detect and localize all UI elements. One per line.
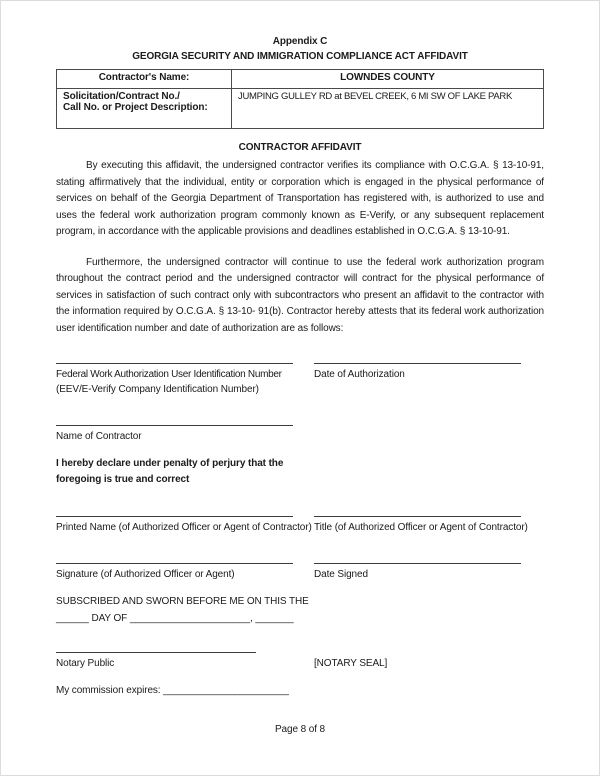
fed-auth-labels-row	[56, 367, 544, 397]
contract-info-table	[56, 69, 544, 129]
date-of-authorization-blank-line	[314, 351, 521, 364]
commission-expires-text: My commission expires: _______________________	[56, 685, 289, 696]
notary-seal-text: [NOTARY SEAL]	[314, 658, 388, 669]
fed-auth-number-blank-line	[56, 351, 293, 364]
date-of-authorization-label: Date of Authorization	[314, 369, 405, 380]
fed-auth-label-block	[56, 367, 314, 397]
printed-name-label: Printed Name (of Authorized Officer or Agent of Contractor)	[56, 522, 312, 533]
title-label: Title (of Authorized Officer or Agent of Contractor)	[314, 522, 528, 533]
appendix-heading: Appendix C	[272, 36, 328, 47]
contractor-name-label: Contractor's Name:	[57, 70, 232, 89]
printed-name-blank-line	[56, 504, 293, 517]
title-blank-line	[314, 504, 521, 517]
sworn-statement-line1: SUBSCRIBED AND SWORN BEFORE ME ON THIS THE	[56, 596, 309, 607]
signature-label: Signature (of Authorized Officer or Agent)	[56, 569, 235, 580]
affidavit-paragraph-1: By executing this affidavit, the undersigned contractor verifies its compliance with O.C.G.A. § 13-10-91, stating affirmatively that the individual, entity or corporation which is engaged in the physical performance of services on behalf of the Georgia Department of Transportation has registered with, is authorized to use and uses the federal work authorization program commonly known as E-Verify, or any subsequent replacement program, in accordance with the applicable provisions and deadlines established in O.C.G.A. § 13-10-91.	[56, 160, 544, 237]
project-label-line1: Solicitation/Contract No./	[63, 91, 180, 102]
affidavit-paragraph-2: Furthermore, the undersigned contractor will continue to use the federal work authorization program throughout the contract period and the undersigned contractor will contract for the physical performance of services in satisfaction of such contract only with subcontractors who present an affidavit to the contractor with the information required by O.C.G.A. § 13-10- 91(b). Contractor hereby attests that its federal work authorization user identification number and date of authorization are as follows:	[56, 256, 544, 334]
perjury-declaration: I hereby declare under penalty of perjury that the foregoing is true and correct	[56, 458, 284, 485]
document-title: GEORGIA SECURITY AND IMMIGRATION COMPLIANCE ACT AFFIDAVIT	[132, 51, 468, 62]
notary-public-blank-line	[56, 640, 256, 653]
column-gap	[293, 504, 314, 517]
contractor-affidavit-heading: CONTRACTOR AFFIDAVIT	[238, 142, 362, 153]
fed-auth-sublabel: (EEV/E-Verify Company Identification Number)	[56, 384, 259, 395]
project-label-line2: Call No. or Project Description:	[63, 102, 208, 113]
printed-name-lines-row	[56, 504, 544, 517]
fed-auth-lines-row	[56, 351, 544, 364]
column-gap	[293, 351, 314, 364]
table-row	[57, 70, 544, 89]
signature-blank-line	[56, 551, 293, 564]
project-description-label	[57, 89, 232, 129]
column-gap	[293, 551, 314, 564]
page-number: Page 8 of 8	[274, 724, 326, 735]
name-of-contractor-blank-line	[56, 413, 293, 426]
sworn-statement-line2: ______ DAY OF ______________________, _______	[56, 613, 294, 624]
project-description-value: JUMPING GULLEY RD at BEVEL CREEK, 6 MI SW OF LAKE PARK	[232, 89, 544, 129]
fed-auth-label: Federal Work Authorization User Identification Number	[56, 369, 282, 380]
signature-labels-row	[56, 567, 544, 582]
contractor-name-value: LOWNDES COUNTY	[232, 70, 544, 89]
table-row	[57, 89, 544, 129]
date-signed-label: Date Signed	[314, 569, 368, 580]
notary-public-label: Notary Public	[56, 658, 115, 669]
printed-name-labels-row	[56, 520, 544, 535]
date-signed-blank-line	[314, 551, 521, 564]
notary-row	[56, 656, 544, 671]
name-of-contractor-label: Name of Contractor	[56, 431, 142, 442]
signature-lines-row	[56, 551, 544, 564]
